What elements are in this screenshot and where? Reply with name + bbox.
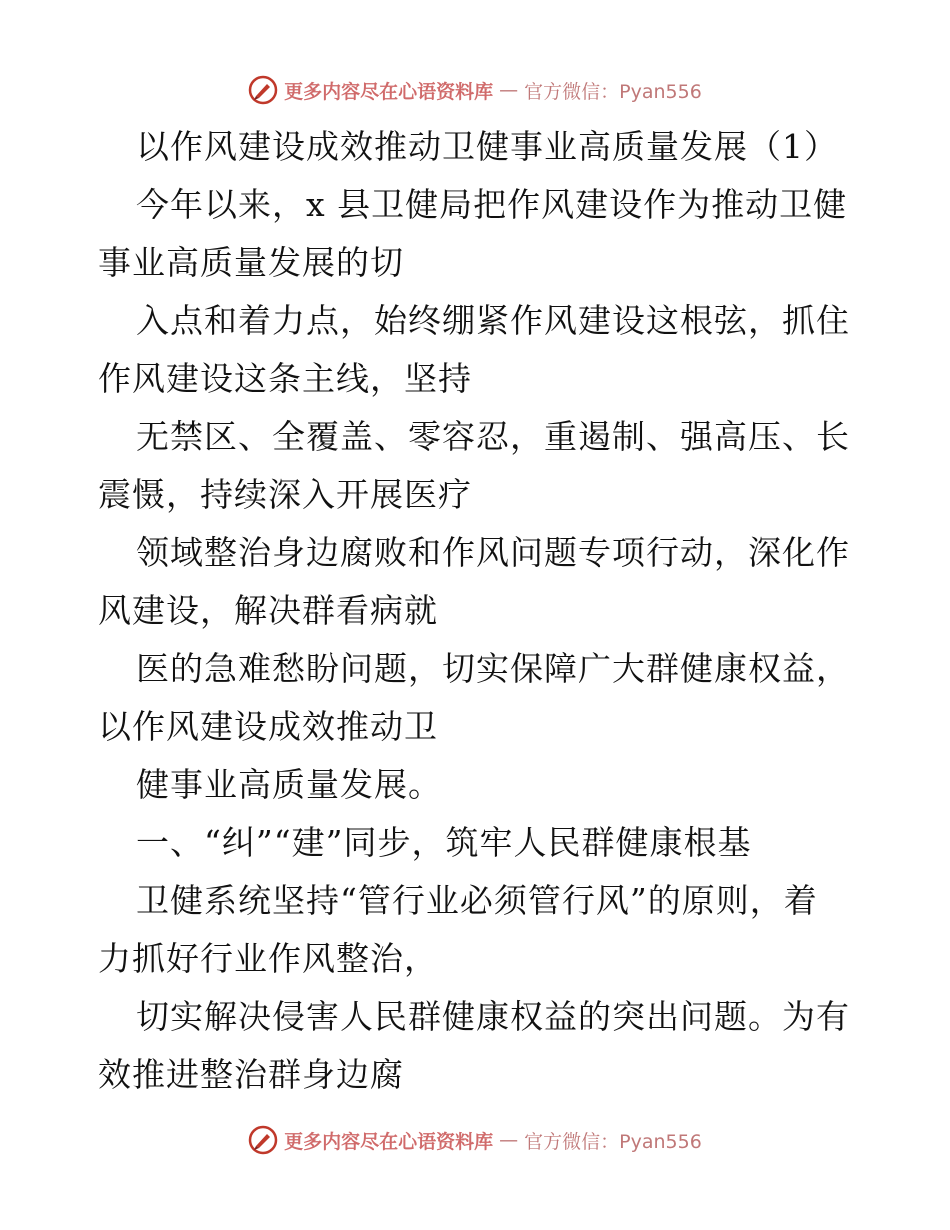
paragraph-line: 入点和着力点，始终绷紧作风建设这根弦，抓住 <box>136 301 850 340</box>
paragraph-line: 力抓好行业作风整治， <box>98 939 438 978</box>
paragraph-line: 事业高质量发展的切 <box>98 243 404 282</box>
document-body <box>98 118 858 1104</box>
paragraph-line: 今年以来，x 县卫健局把作风建设作为推动卫健 <box>136 185 848 224</box>
pen-circle-logo-icon <box>248 75 278 105</box>
watermark-wechat-text: 官方微信：Pyan556 <box>524 1130 702 1153</box>
paragraph-line: 以作风建设成效推动卫 <box>98 707 438 746</box>
paragraph-line: 切实解决侵害人民群健康权益的突出问题。为有 <box>136 997 850 1036</box>
paragraph-line: 风建设，解决群看病就 <box>98 591 438 630</box>
paragraph-line: 健事业高质量发展。 <box>136 765 442 804</box>
paragraph-line: 领域整治身边腐败和作风问题专项行动，深化作 <box>136 533 850 572</box>
paragraph-line: 无禁区、全覆盖、零容忍，重遏制、强高压、长 <box>136 417 850 456</box>
watermark-dash: — <box>499 79 519 101</box>
paragraph-line: 效推进整治群身边腐 <box>98 1055 404 1094</box>
watermark-site-text: 更多内容尽在心语资料库 <box>284 1130 494 1153</box>
watermark-wechat-text: 官方微信：Pyan556 <box>524 80 702 103</box>
pen-circle-logo-icon <box>248 1125 278 1155</box>
paragraph-line: 震慑，持续深入开展医疗 <box>98 475 472 514</box>
footer-watermark <box>0 1120 950 1160</box>
paragraph-line: 作风建设这条主线，坚持 <box>98 359 472 398</box>
watermark-dash: — <box>499 1129 519 1151</box>
watermark-site-text: 更多内容尽在心语资料库 <box>284 80 494 103</box>
document-title: 以作风建设成效推动卫健事业高质量发展（1） <box>136 127 838 166</box>
section-heading: 一、“纠”“建”同步，筑牢人民群健康根基 <box>136 823 752 862</box>
paragraph-line: 卫健系统坚持“管行业必须管行风”的原则，着 <box>136 881 818 920</box>
paragraph-line: 医的急难愁盼问题，切实保障广大群健康权益， <box>136 649 850 688</box>
header-watermark <box>0 70 950 110</box>
